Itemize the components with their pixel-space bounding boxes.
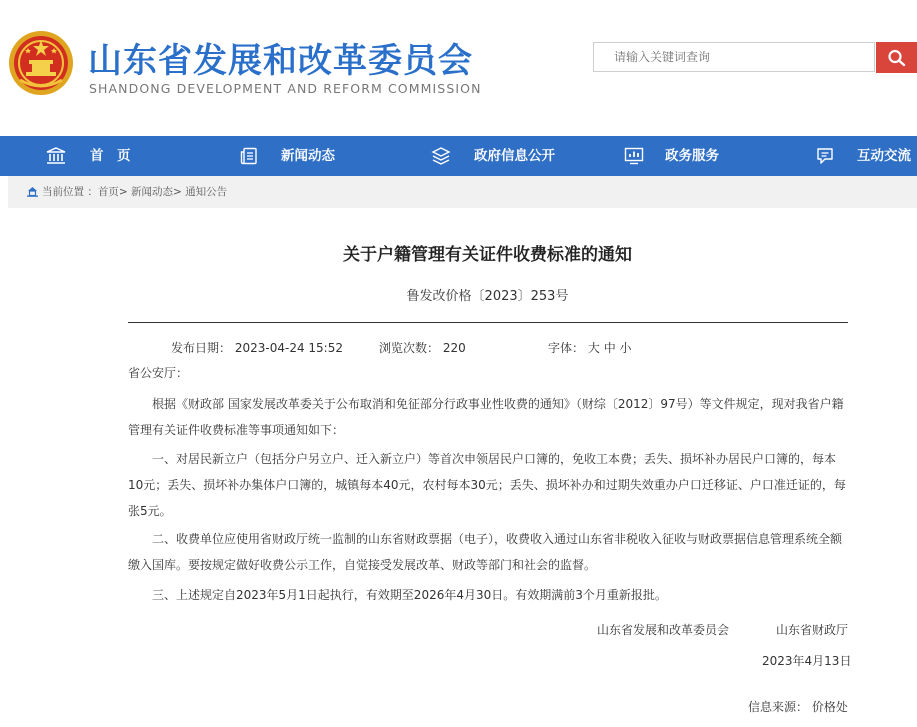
view-count-label: 浏览次数： (379, 341, 440, 355)
publish-date-value: 2023-04-24 15:52 (234, 341, 343, 355)
signer-finance: 山东省财政厅 (776, 623, 849, 637)
nav-label: 互动交流 (857, 148, 911, 164)
nav-item-interaction[interactable] (816, 136, 917, 176)
breadcrumb-home[interactable]: 首页 (97, 186, 119, 198)
site-header (0, 0, 917, 136)
font-size-switcher (548, 339, 632, 356)
publish-date-label: 发布日期： (171, 341, 232, 355)
view-count-value: 220 (442, 341, 466, 355)
article-paragraph: 三、上述规定自2023年5月1日起执行，有效期至2026年4月30日。有效期满前3个月重新报批。 (152, 588, 667, 602)
nav-label: 新闻动态 (281, 148, 335, 164)
search-input[interactable] (594, 43, 874, 71)
search-button[interactable] (876, 42, 917, 73)
info-source (748, 698, 848, 715)
chat-icon (816, 147, 834, 165)
nav-label: 首 页 (90, 148, 131, 164)
chart-icon (624, 147, 644, 165)
home-icon (27, 186, 38, 197)
info-source-value: 价格处 (811, 700, 848, 714)
search-box (593, 42, 875, 72)
search-icon (887, 49, 907, 67)
building-icon (46, 147, 66, 165)
article-paragraph: 一、对居民新立户（包括分户另立户、迁入新立户）等首次申领居民户口簿的，免收工本费；丢失、损坏补办居民户口簿的，每本10元；丢失、损坏补办集体户口簿的，城镇每本40元，农村每本30元；丢失、损坏补办和过期失效重办户口迁移证、户口准迁证的，每张5元。 (128, 452, 846, 518)
nav-item-news[interactable] (240, 136, 350, 176)
article-title: 关于户籍管理有关证件收费标准的通知 (343, 245, 632, 265)
salutation: 省公安厅： (128, 366, 189, 380)
sign-date: 2023年4月13日 (762, 654, 852, 668)
article-paragraph: 根据《财政部 国家发展改革委关于公布取消和免征部分行政事业性收费的通知》（财综〔2012〕97号）等文件规定，现对我省户籍管理有关证件收费标准等事项通知如下： (128, 397, 844, 437)
font-size-label: 字体： (548, 341, 585, 355)
nav-item-services[interactable] (624, 136, 734, 176)
breadcrumb-separator: > (173, 186, 182, 198)
nav-label: 政务服务 (665, 148, 719, 164)
nav-item-home[interactable] (46, 136, 156, 176)
info-source-label: 信息来源： (748, 700, 809, 714)
breadcrumb-separator: > (118, 186, 128, 198)
breadcrumb-news[interactable]: 新闻动态 (131, 186, 173, 198)
main-nav (0, 136, 917, 176)
article-paragraph: 二、收费单位应使用省财政厅统一监制的山东省财政票据（电子），收费收入通过山东省非税收入征收与财政票据信息管理系统全额缴入国库。要按规定做好收费公示工作，自觉接受发展改革、财政等部门和社会的监督。 (128, 532, 843, 572)
font-small-button[interactable]: 小 (619, 341, 632, 355)
national-emblem-icon (8, 30, 74, 96)
font-medium-button[interactable]: 中 (603, 341, 616, 355)
breadcrumb (8, 176, 917, 208)
nav-item-gov-info[interactable] (431, 136, 571, 176)
font-large-button[interactable]: 大 (587, 341, 600, 355)
signer-ndrc: 山东省发展和改革委员会 (597, 623, 730, 637)
breadcrumb-notices[interactable]: 通知公告 (185, 186, 228, 198)
title-divider (128, 322, 848, 323)
nav-label: 政府信息公开 (474, 148, 555, 164)
document-number: 鲁发改价格〔2023〕253号 (406, 289, 569, 304)
layers-icon (431, 147, 451, 165)
site-subtitle: SHANDONG DEVELOPMENT AND REFORM COMMISSION (89, 81, 482, 96)
publish-date (171, 339, 343, 356)
news-icon (240, 147, 258, 165)
view-count (379, 339, 466, 356)
site-title[interactable]: 山东省发展和改革委员会 (88, 41, 473, 81)
breadcrumb-prefix: 当前位置 ： (42, 186, 98, 198)
